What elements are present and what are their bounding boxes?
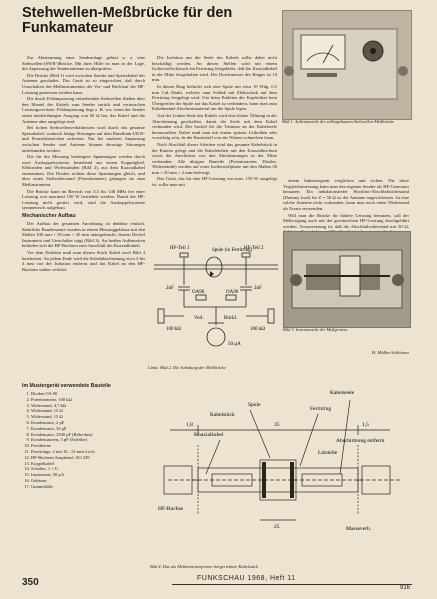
- parts-heading: Im Mustergerät verwendete Bauteile: [22, 383, 111, 389]
- diode-symbol: [210, 271, 214, 277]
- parts-list-item: 1. Dioden OA 90: [31, 391, 145, 397]
- diagram-label-d1: OA90: [192, 290, 205, 295]
- circuit-schematic: [150, 225, 282, 362]
- diagram-label-d2: OA90: [226, 290, 239, 295]
- drawing-label-spule: Spule: [248, 402, 261, 408]
- parts-list-item: 5. Widerstand, 15 Ω: [31, 414, 145, 420]
- parts-items: [22, 391, 145, 490]
- parts-list-item: 11. Ferritringe, 2 mit 10...12-mm-Loch: [31, 449, 145, 455]
- paragraph: Nach Abschluß dieser Arbeiten wird das gesamte Kabelstück in die Kanten gelegt und die Kabeleinheit mit den Koaxialbuchsen sowie die Anschlüsse von den Abschirmungen in der Mitte verbunden. Alle übrigen Bauteile (Potentiometer, Dioden, Widerstände) werden auf einer Isolierstoffplatte mit den Maßen 50 mm × 30 mm × 2 mm befestigt.: [152, 141, 277, 175]
- diagram-label-c2: 2nF: [254, 286, 262, 291]
- parts-list-item: 2. Potentiometer, 100 kΩ: [31, 397, 145, 403]
- drawing-label-kabelseele: Kabelseele: [330, 390, 355, 396]
- diagram-label-r2: 100 kΩ: [250, 327, 265, 332]
- diagram-label-spule: Spule (in Ferritring): [212, 248, 253, 253]
- parts-list-item: 12. HF-Buchsen Amphenol, SO 239: [31, 455, 145, 461]
- parts-list-item: 10. Ferritkerne: [31, 443, 145, 449]
- paragraph: Die Brücke kann im Bereich von 3,5 bis 146 MHz bei einer Leistung von maximal 150 W betrieben werden. Damit die HF-Leistung nicht gestört wird, sind die Auskoppelsysteme symmetrisch aufgebaut.: [22, 188, 145, 211]
- drawing-label-abschirmung: Abschirmung entfernt: [336, 438, 385, 444]
- paragraph: Das Gerät, das für eine HF-Leistung von max. 150 W ausgelegt ist, sollte man mit: [152, 176, 277, 188]
- parts-list-item: 13. Koppelkabel: [31, 461, 145, 467]
- drawing-label-lotstelle: Lötstelle: [318, 450, 338, 456]
- caption-bild1: Bild 1. Außenansicht der selbstgebauten Stehwellen-Meßbrücke: [282, 119, 395, 124]
- paragraph: Vor dem Einlöten muß man diesen Stück Kabel nach Bild 4 bearbeiten. An jedem Ende wird die Kabelabschirmung etwa 3 bis 4 mm von der Isolation entfernt und das Kabel an den HF-Buchsen sauber verlötet.: [22, 250, 145, 272]
- diagram-label-c1: 2nF: [166, 286, 174, 291]
- paragraph: Die durch Fehlanpassung entstehenden Stehwellen fließen über den Mantel des Kabels zum Sender zurück und verursachen Leistungsverluste. Fehlanpassung liegt z. B. vor, wenn der Sender einen niederohmigen Ausgang von 60 Ω hat, das Kabel und die Antenne aber ausgelegt sind.: [22, 96, 145, 124]
- paragraph: Die Brücke (Bild 1) wird zwischen Sender und Speisekabel der Antenne geschaltet. Das Gerät ist so eingerichtet, daß durch Umschalten des Meßinstrumentes der Vor- und Rücklauf der HF-Leistung gemessen werden kann.: [22, 72, 145, 95]
- parts-list-item: 6. Kondensator, 2 pF: [31, 420, 145, 426]
- paragraph: Will man die Brücke für höhere Leistung benutzen, soll der Meßvorgang auch mit der gewünschten HF-Leistung durchgeführt werden. Voraussetzung ist, daß die Abschlußwiderstand mit 50 Ω,: [283, 212, 409, 229]
- caption-bild4: Bild 4. Das als Meßnetztransformer hergerichtete Kabelstück: [150, 564, 259, 569]
- drawing-dim-1: 1,8: [186, 422, 193, 428]
- cable-drawing-svg: [150, 370, 415, 565]
- photo-interior-view: [283, 231, 411, 328]
- column-2: [152, 55, 277, 223]
- parts-list: [22, 383, 145, 490]
- parts-list-item: 14. Schalter, 1 × U: [31, 466, 145, 472]
- diagram-label-r1: 100 kΩ: [166, 327, 181, 332]
- parts-list-item: 9. Kondensatoren, 3 pF (Scheibe): [31, 437, 145, 443]
- caption-bild3: Bild 3. Innenansicht der Meßgerätes: [283, 327, 348, 332]
- drawing-label-buchse: HF-Buchse: [158, 506, 184, 512]
- column-1: [22, 55, 145, 383]
- footer-rule: [172, 584, 412, 585]
- bridge-exterior-photo: [283, 11, 411, 119]
- article-title: Stehwellen-Meßbrücke für den Funkamateur: [22, 5, 233, 36]
- diagram-label-hf1: HF-Teil 1: [170, 246, 190, 251]
- drawing-label-koaxialkabel: Koaxialkabel: [194, 432, 224, 438]
- paragraph: einem Industriegerät verglichen und eichen. Für diese Vergleichsmessung kann man den eigenen Sender als HF-Generator benutzen. Ein induktionsfreier Hochlast-Abschlußwiderstand (Dummy load) für Z = 50 Ω ist der Antenne angeschlossen. Ist eine solche Antenne nicht vorhanden, kann man auch einen Widerstand als Ersatz verwenden.: [283, 178, 409, 211]
- drawing-dim-2: 1,5: [362, 422, 369, 428]
- page-footer: [22, 574, 410, 596]
- diagram-label-meter: 50 µA: [228, 342, 241, 347]
- subheading-mechanical: Mechanischer Aufbau: [22, 213, 76, 220]
- parts-list-item: 17. Gummifüße: [31, 484, 145, 490]
- parts-list-item: 16. Gehäuse: [31, 478, 145, 484]
- parts-list-item: 8. Kondensator, 2500 pF (Röhrchen): [31, 432, 145, 438]
- paragraph: Die Isolation um die Seele des Kabels sollte dabei nicht beschädigt werden. An diesen Stellen wird mit einem Isolierstoffschlauch ein Ferritring festgeklebt, daß das Koaxialkabel in der Mitte festgehalten wird. Der Durchmesser des Ringes ist 10 mm.: [152, 55, 277, 83]
- drawing-label-ferritring: Ferritring: [310, 406, 332, 412]
- author-signature: H. Müller-Schlösser: [371, 350, 409, 355]
- diagram-label-vorlauf: Vorl.: [194, 316, 204, 321]
- side-number: 916: [399, 585, 410, 591]
- paragraph: Der Aufbau der gesamten Anordnung ist denkbar einfach. Sämtliche Bauelemente wurden in einem Messinggehäuse mit den Maßen 100 mm × 50 mm × 45 mm untergebracht, dessen Deckel Instrument und Umschalter trägt (Bild 3). An beiden Außenseiten befinden sich die HF-Buchsen zum Anschluß des Koaxialkabels.: [22, 221, 145, 249]
- photo-exterior-view: [282, 10, 412, 120]
- parts-list-item: 4. Widerstand, 15 Ω: [31, 408, 145, 414]
- paragraph: Die für die Messung benötigten Spannungen werden durch zwei Auskoppelsysteme, bestehend aus einem Koppelglied, Elektroden und Widerständen (Bild 2), aus dem Koaxialkabel entnommen. Die Dioden richten diese Spannungen gleich, und über einen Stellwiderstand (Potentiometer) gelangen sie zum Meßinstrument.: [22, 154, 145, 188]
- diagram-label-ruecklauf: Rückl.: [224, 316, 238, 321]
- cable-construction-drawing: [150, 370, 415, 570]
- paragraph: Bei hohen Stehwellenverhältnissen wird durch das gesamte Speisekabel, wodurch lästige Störungen auf dem Rundfunk-UKW- und Fernsehbereichen auftreten. Nur bei sauberer Anpassung zwischen Sender und Antenne können derartige Störungen unterbunden werden.: [22, 125, 145, 153]
- paragraph: Zur Abstimmung einer Sendeanlage gehört u. a. eine Stehwellen-(SWR-)Brücke. Mit ihrer Hilfe ist man in der Lage, die Anpassung der Senderantenne zu überprüfen.: [22, 55, 145, 72]
- parts-list-item: 15. Instrument, 50 µA: [31, 472, 145, 478]
- parts-list-item: 3. Widerstand, 4,7 kΩ: [31, 403, 145, 409]
- drawing-label-kabelstueck: Kabelstück: [210, 412, 235, 418]
- magazine-issue: FUNKSCHAU 1968, Heft 11: [197, 575, 296, 582]
- page-number: 350: [22, 577, 39, 588]
- diagram-label-hf2: HF-Teil 2: [244, 246, 264, 251]
- paragraph: Auf der Linken Seite des Kabels wird eine kleine Öffnung in der Abschirmung geschaffen, damit die Seele mit dem Kabel verbunden wird. Der Sockel für die Trimmer an der Kabelseele herausstellen. Dabei muß man mit einem spitzen Lötkolben sehr vorsichtig sein, da der Kunststoff von der Wärme schmelzen kann.: [152, 112, 277, 141]
- drawing-label-massverb: Masseverb.: [346, 526, 372, 532]
- circuit-diagram: [150, 225, 282, 362]
- paragraph: In diesen Ring befindet sich eine Spule mit etwa 10 Wdg. 0,5 mm CuL-Draht, welcher zum Schluß mit Elektrolack auf dem Ferritring festgelegt wird. Um beim Einlöten der Kupferlitze kein Übergreifen der Spule auf das Kabel zu verhindern, kann man zum Kabelmantel Abschirmmaterial um die Spule legen.: [152, 83, 277, 112]
- bridge-interior-photo: [284, 232, 410, 327]
- parts-list-item: 7. Kondensator, 30 pF: [31, 426, 145, 432]
- drawing-dim-3: 25: [274, 524, 280, 530]
- drawing-dim-4: 35: [274, 422, 280, 428]
- caption-bild2: Links: Bild 2. Die Schaltung der Meßbrücke: [148, 365, 226, 370]
